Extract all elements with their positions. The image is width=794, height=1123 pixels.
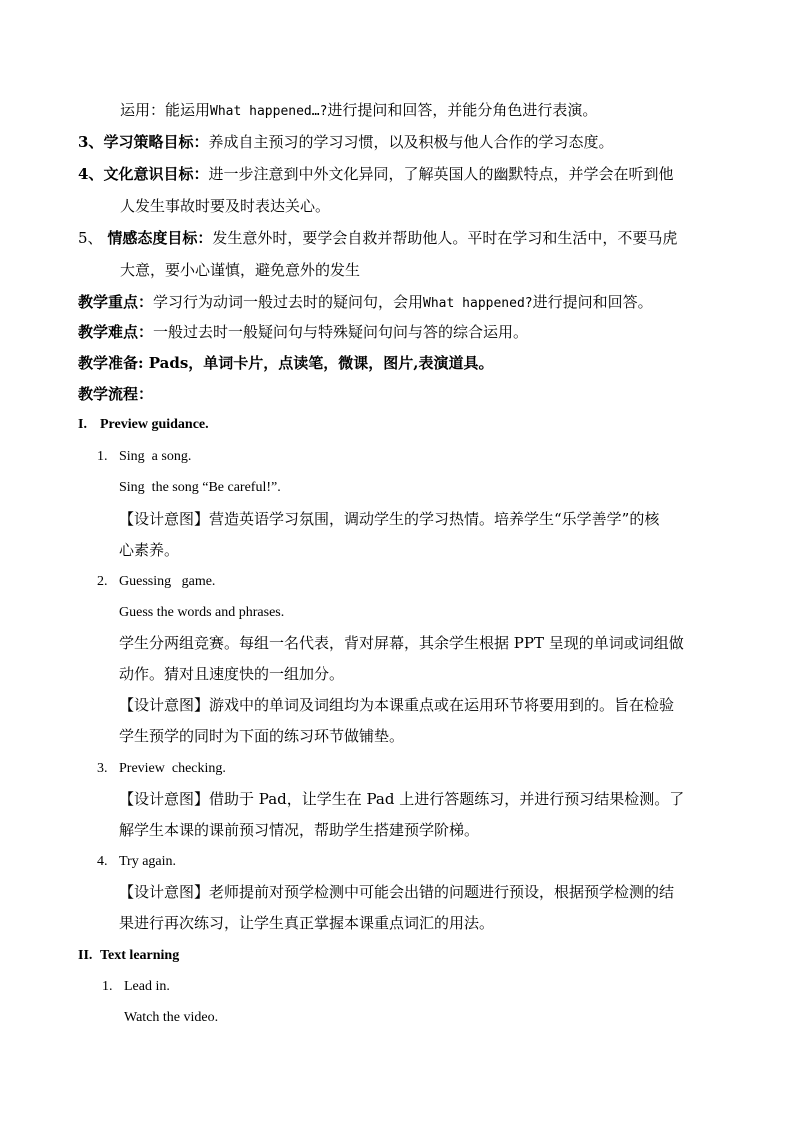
goal-3-text: 养成自主预习的学习习惯，以及积极与他人合作的学习态度。	[208, 133, 614, 151]
key-points-code: What happened?	[423, 296, 533, 311]
design-intent-3-continuation: 解学生本课的课前预习情况，帮助学生搭建预学阶梯。	[119, 821, 480, 839]
preparation-text: Pads，单词卡片，点读笔，微课，图片,表演道具。	[143, 354, 494, 372]
goal-4-label: 文化意识目标：	[103, 165, 209, 183]
key-points-text: 学习行为动词一般过去时的疑问句，会用	[153, 293, 424, 311]
goal-3-number: 3、	[78, 133, 104, 151]
goal-4-number: 4、	[78, 165, 104, 183]
goal-5-continuation: 大意，要小心谨慎，避免意外的发生	[120, 261, 361, 279]
list-item	[97, 572, 216, 592]
teaching-flow-heading: 教学流程：	[78, 385, 154, 403]
section-1-title: Preview guidance.	[100, 417, 209, 432]
goal-3-label: 学习策略目标：	[103, 133, 209, 151]
key-points-label: 教学重点：	[78, 293, 154, 311]
section-2-number: II.	[78, 948, 93, 963]
item-number: 1.	[102, 979, 113, 994]
item-subtitle: Watch the video.	[124, 1010, 219, 1025]
list-item	[102, 977, 170, 997]
list-item	[97, 852, 177, 872]
item-title: Preview checking.	[119, 761, 226, 776]
difficulties-label: 教学难点：	[78, 323, 154, 341]
ability-goal-line	[120, 100, 597, 122]
section-2-title: Text learning	[100, 948, 180, 963]
section-1-heading	[78, 415, 209, 435]
design-intent-1-continuation: 心素养。	[119, 541, 180, 559]
item-title: Sing a song.	[119, 449, 192, 464]
design-intent-1: 【设计意图】营造英语学习氛围，调动学生的学习热情。培养学生“乐学善学”的核	[119, 510, 660, 528]
design-intent-2: 【设计意图】游戏中的单词及词组均为本课重点或在运用环节将要用到的。旨在检验	[119, 696, 675, 714]
goal-4-text: 进一步注意到中外文化异同，了解英国人的幽默特点，并学会在听到他	[208, 165, 674, 183]
game-description: 学生分两组竞赛。每组一名代表，背对屏幕，其余学生根据 PPT 呈现的单词或词组做	[119, 634, 684, 652]
item-title: Try again.	[119, 854, 177, 869]
goal-3	[78, 132, 613, 152]
game-description-continuation: 动作。猜对且速度快的一组加分。	[119, 665, 345, 683]
goal-4-continuation: 人发生事故时要及时表达关心。	[120, 197, 331, 215]
item-subtitle: Sing the song “Be careful!”.	[119, 480, 281, 495]
ability-goal-code: What happened…?	[210, 104, 328, 119]
teaching-difficulties	[78, 322, 528, 342]
item-title: Lead in.	[124, 979, 170, 994]
list-item	[97, 759, 226, 779]
ability-goal-text-end: 进行提问和回答，并能分角色进行表演。	[327, 101, 598, 119]
item-number: 2.	[97, 574, 108, 589]
section-1-number: I.	[78, 417, 87, 432]
ability-goal-text: 运用：能运用	[120, 101, 211, 119]
section-2-heading	[78, 946, 180, 966]
goal-5-label: 情感态度目标：	[107, 229, 213, 247]
design-intent-4: 【设计意图】老师提前对预学检测中可能会出错的问题进行预设，根据预学检测的结	[119, 883, 675, 901]
goal-5-number: 5、	[78, 229, 103, 247]
item-number: 4.	[97, 854, 108, 869]
item-number: 3.	[97, 761, 108, 776]
teaching-key-points	[78, 292, 653, 314]
design-intent-4-continuation: 果进行再次练习，让学生真正掌握本课重点词汇的用法。	[119, 914, 495, 932]
design-intent-3: 【设计意图】借助于 Pad，让学生在 Pad 上进行答题练习，并进行预习结果检测。了	[119, 790, 685, 808]
goal-4	[78, 164, 673, 184]
item-subtitle: Guess the words and phrases.	[119, 605, 285, 620]
item-title: Guessing game.	[119, 574, 216, 589]
item-number: 1.	[97, 449, 108, 464]
teaching-preparation	[78, 353, 494, 373]
key-points-text-end: 进行提问和回答。	[532, 293, 653, 311]
goal-5	[78, 228, 677, 248]
preparation-label: 教学准备:	[78, 354, 144, 372]
design-intent-2-continuation: 学生预学的同时为下面的练习环节做铺垫。	[119, 727, 405, 745]
difficulties-text: 一般过去时一般疑问句与特殊疑问句问与答的综合运用。	[153, 323, 529, 341]
list-item	[97, 447, 192, 467]
goal-5-text: 发生意外时，要学会自救并帮助他人。平时在学习和生活中，不要马虎	[212, 229, 678, 247]
